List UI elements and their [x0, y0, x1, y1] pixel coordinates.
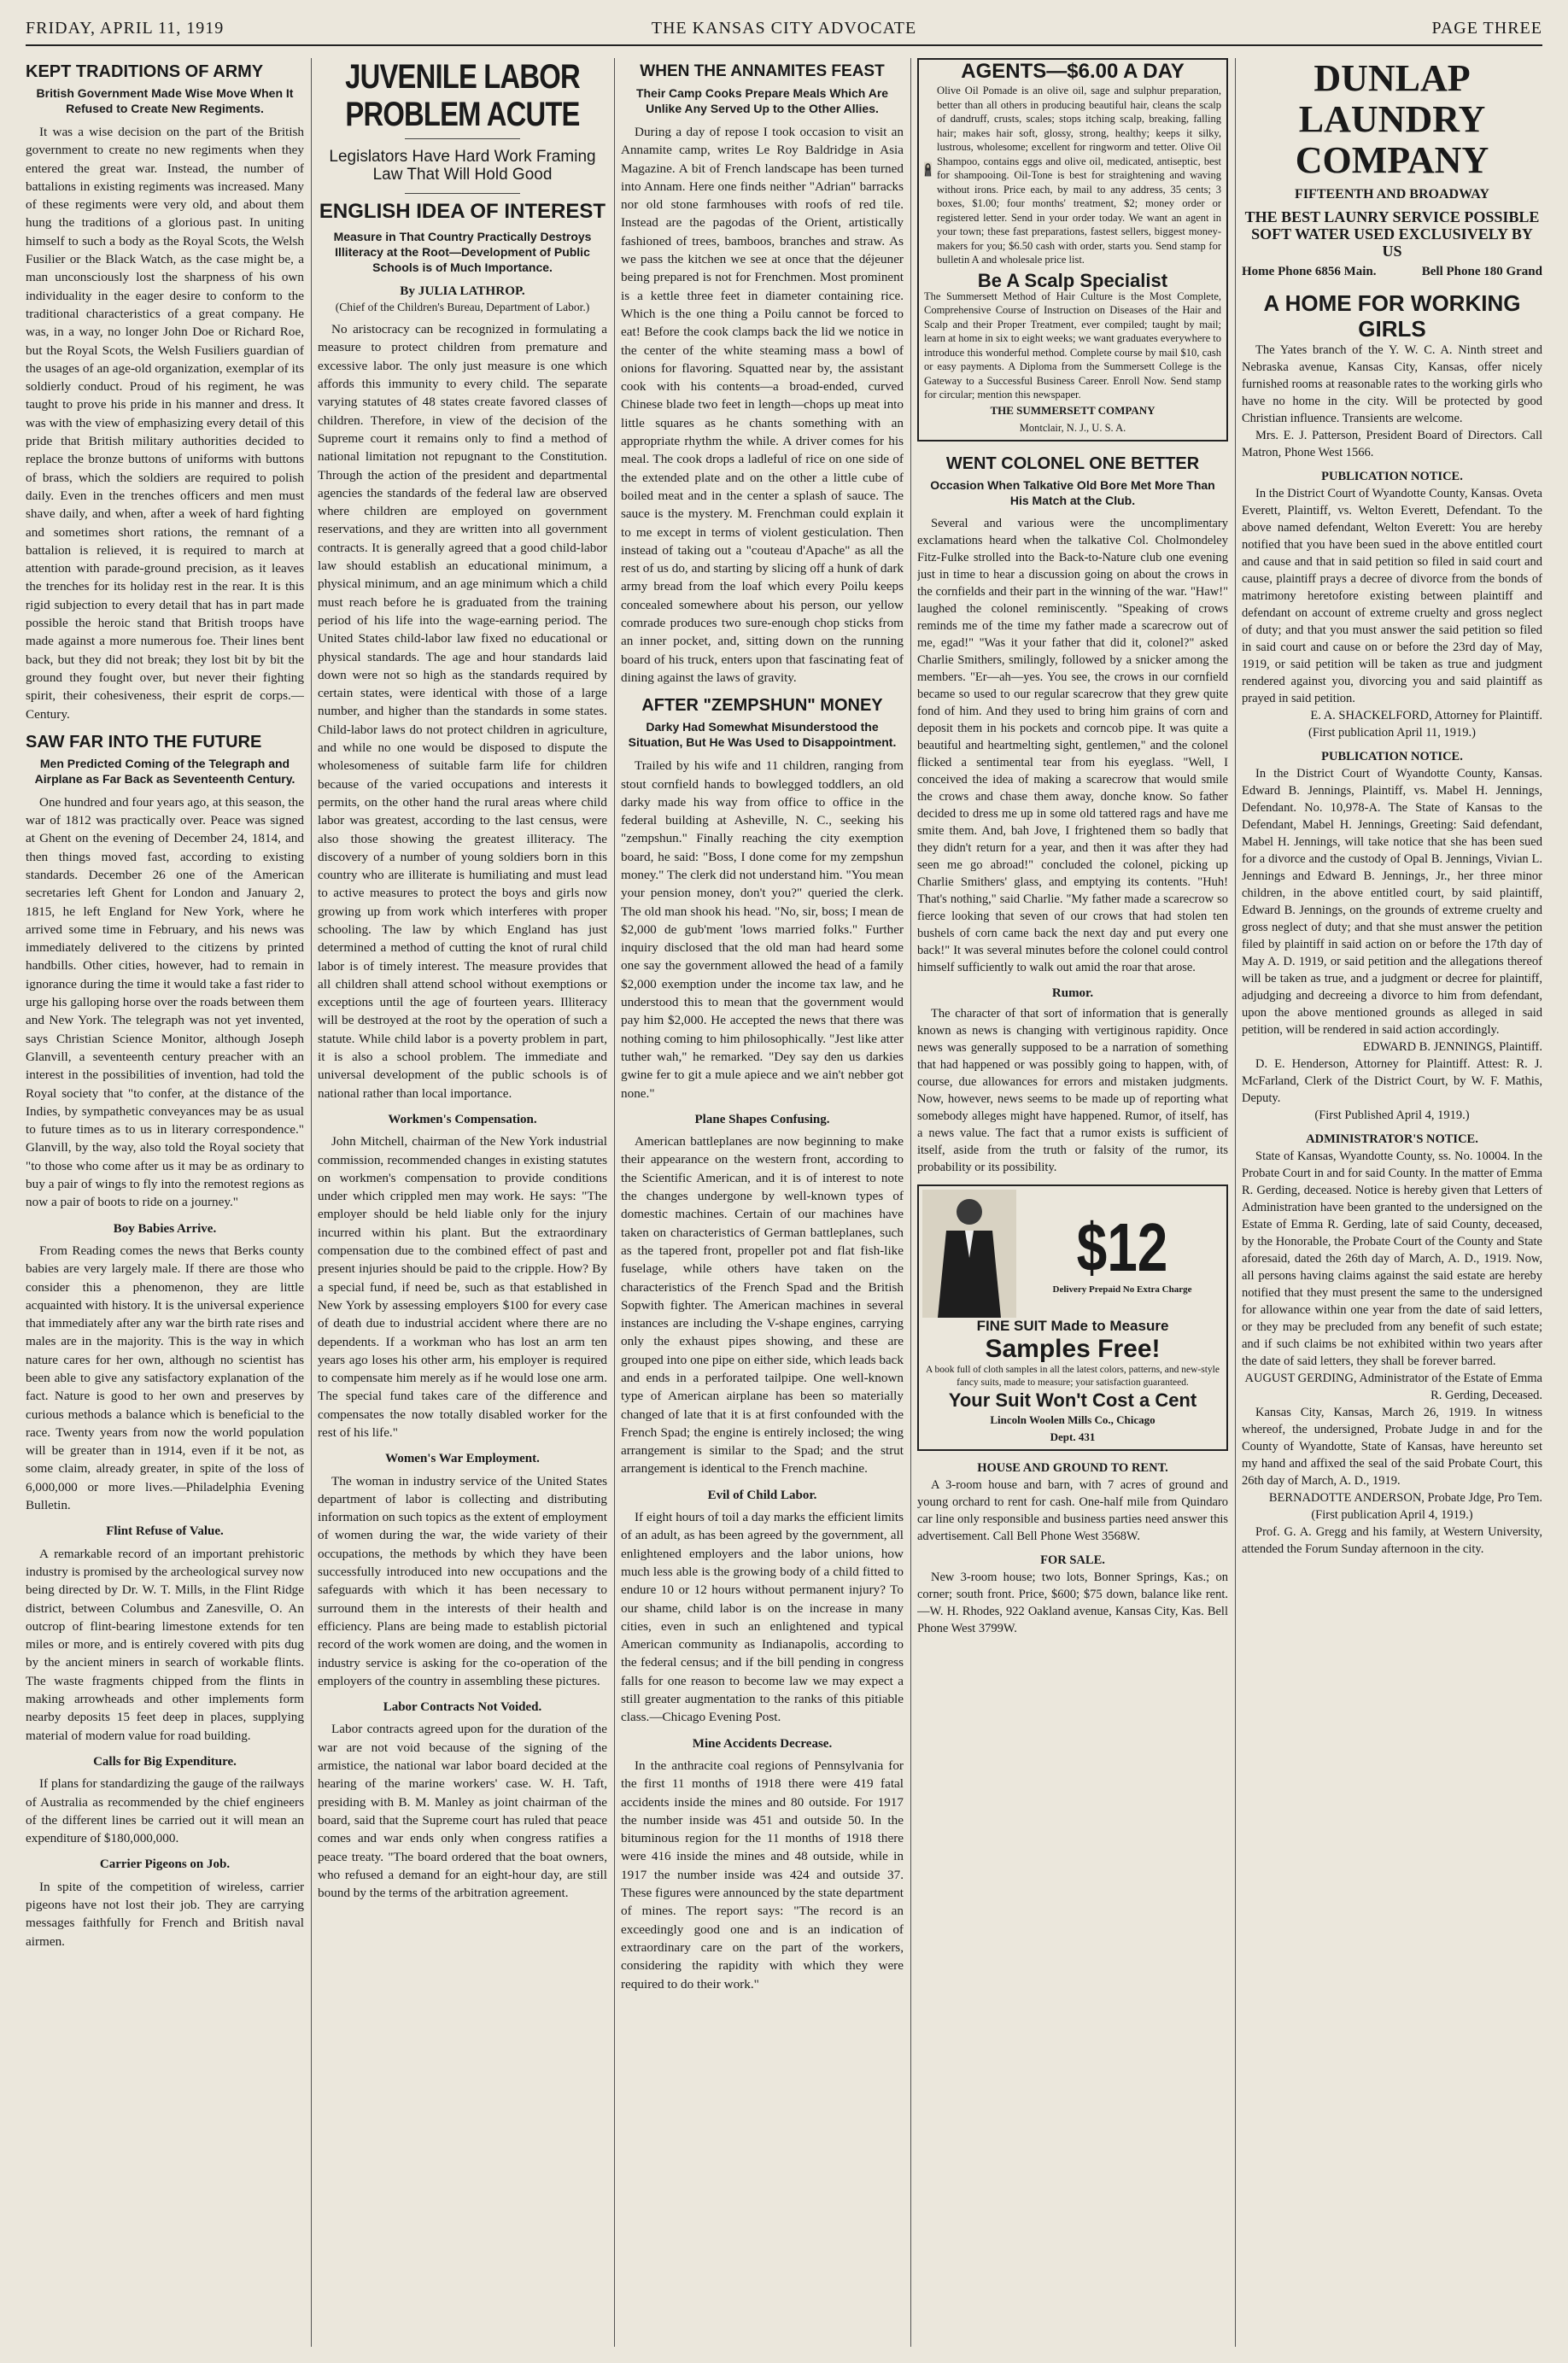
- headline-army: KEPT TRADITIONS OF ARMY: [26, 62, 264, 81]
- column-4: [917, 58, 1228, 2347]
- column-3: [621, 58, 904, 2347]
- headline-mine-accidents: Mine Accidents Decrease.: [692, 1736, 833, 1751]
- headline-future: SAW FAR INTO THE FUTURE: [26, 732, 262, 752]
- ad-scalp-address: Montclair, N. J., U. S. A.: [1019, 421, 1126, 434]
- headline-zempshun: AFTER "ZEMPSHUN" MONEY: [641, 696, 883, 716]
- article-plane-shapes: American battleplanes are now beginning to make their appearance on the western front, according to the Scientific American, and it is of interest to note the changes undergone by well-known types of domestic machines. Certain of our machines have taken on characteristics of German battleplanes, such as the tapered front, propeller pot and flat fish-like fuselage, while others have taken on the characteristics of the French Spad and the British Sopwith fighter. The American machines in several instances are including the V-shape engines, carrying only the exhaust pipes showing, and these are grouped into one pipe on either side, which leads back and ends in a perforated tailpipe. One well-known type of American airplane has been so materially changed of late that it is at first confounded with the French Spad; the engine is entirely inclosed; the wing arrangement is similar to the Spad; and the strut arrangement is identical to the French machine.: [621, 1134, 904, 1477]
- notice-publication-2-atty: D. E. Henderson, Attorney for Plaintiff. Attest: R. J. McFarland, Clerk of the District Court, by W. F. Mathis, Deputy.: [1242, 1057, 1542, 1105]
- notice-admin-3: State of Kansas, Wyandotte County, ss. No. 10004. In the Probate Court in and for said County. In the matter of Emma R. Gerding, deceased. Notice is hereby given that Letters of Administration have been granted to the undersigned on the Estate of Emma R. Gerding, late of said County, deceased, by the Honorable, the Probate Court of the County and State aforesaid, dated the 26th day of March, A. D., 1919. Now, all persons having claims against the said estate are hereby notified that they must present the same to the undersigned for allowance within one year from the date of said letters, or they may be precluded from any benefit of such estate; and if such claims be not exhibited within two years after the date of said letters, they shall be forever barred.: [1242, 1149, 1542, 1368]
- column-rule: [311, 58, 312, 2347]
- headline-house-rent: HOUSE AND GROUND TO RENT.: [977, 1460, 1168, 1475]
- divider: [405, 138, 521, 139]
- column-rule: [614, 58, 615, 2347]
- article-babies: From Reading comes the news that Berks county babies are very largely male. If there are those who consider this a phenomenon, they are little acquainted with history. It is the universal experience that immediately after any war the birth rate rises and males are in the majority. This is the way in which nature cares for her own, although no scientist has been able to give any satisfactory explanation of the fact. Nature is good to her own and preserves by curious methods a balance which is beneficial to the race. Twenty years from now the world population will be greater than in 1914, even if it be not, as some claim, already greater, in spite of the loss of 6,000,000 or more lives.—Philadelphia Evening Bulletin.: [26, 1243, 304, 1513]
- headline-calls: Calls for Big Expenditure.: [93, 1754, 237, 1769]
- article-workmens-comp: John Mitchell, chairman of the New York industrial commission, recommended changes in existing statutes on workmen's compensation to provide conditions under which crippled men may work. He says: "The employer should be held liable only for the injury incurred within his plant. But the extraordinary compensation due to the combined effect of past and present injuries should be paid to the cripple. How? By a special fund, if need be, such as that established in New York by assessing employers $100 for every case of death due to industrial accident where there are no dependents. If a workman who has lost an arm ten years ago loses his other arm, his employer is required to compensate him merely as if he would lose one arm. The special fund takes care of the difference and compensates the now totally disabled worker for the rest of his life.": [318, 1134, 607, 1440]
- headline-labor-contracts: Labor Contracts Not Voided.: [383, 1700, 542, 1715]
- ad-scalp-title: Be A Scalp Specialist: [977, 269, 1168, 291]
- notice-publication-1-first: (First publication April 11, 1919.): [1308, 726, 1476, 740]
- headline-pigeons: Carrier Pigeons on Job.: [99, 1857, 231, 1872]
- page-number: PAGE THREE: [1431, 19, 1542, 38]
- ad-suit-samples: Samples Free!: [985, 1334, 1161, 1363]
- headline-admin-3: ADMINISTRATOR'S NOTICE.: [1306, 1132, 1478, 1146]
- column-1: [26, 58, 304, 2347]
- man-in-suit-icon: [922, 1190, 1016, 1318]
- ad-laundry-home-phone: Home Phone 6856 Main.: [1242, 265, 1377, 278]
- article-for-sale: New 3-room house; two lots, Bonner Springs, Kas.; on corner; south front. Price, $600; $75 down, balance like rent.—W. H. Rhodes, 922 Oakland avenue, Kansas City, Kas. Bell Phone West 3799W.: [917, 1570, 1228, 1635]
- headline-workmens-comp: Workmen's Compensation.: [388, 1112, 537, 1126]
- subhead-future: Men Predicted Coming of the Telegraph and Airplane as Far Back as Seventeenth Century.: [34, 756, 295, 786]
- headline-english-interest: ENGLISH IDEA OF INTEREST: [319, 199, 606, 223]
- ad-laundry-bell-phone: Bell Phone 180 Grand: [1421, 265, 1542, 278]
- woman-portrait-icon: [924, 84, 932, 254]
- notice-publication-2: In the District Court of Wyandotte County, Kansas. Edward B. Jennings, Plaintiff, vs. Mabel H. Jennings, Defendant. No. 10,978-A. The State of Kansas to the Defendant, Mabel H. Jennings, Greeting: Said defendant, Mabel H. Jennings, will take notice that she has been sued for a divorce and the custody of Opal B. Jennings, Vivian L. Jennings and Edward B. Jennings, Jr., her three minor children, in the above entitled court, by said plaintiff, Edward B. Jennings, on the grounds of extreme cruelty and gross neglect of duty; and that she must answer the petition filed by plaintiff in said action on or before the 17th day of May A. D. 1919, or said petition and the allegations thereof will be taken as true, and a judgment or decree for plaintiff, adjudging and decreeing a divorce to him from defendant, upon the above mentioned grounds as alleged in said petition, will be rendered in said action accordingly.: [1242, 767, 1542, 1037]
- ad-ywca-sign: Mrs. E. J. Patterson, President Board of Directors. Call Matron, Phone West 1566.: [1242, 429, 1542, 459]
- notice-publication-2-sign: EDWARD B. JENNINGS, Plaintiff.: [1363, 1040, 1542, 1054]
- article-annamites: During a day of repose I took occasion to visit an Annamite camp, writes Le Roy Baldridge in Asia Magazine. A bit of French landscape has been turned into Annam. Here one finds neither "Adrian" barracks nor old stone farmhouses with roofs of red tile. Instead are the pagodas of the Orient, artistically fashioned of trees, bamboos, branches and straw. As we pass the kitchen we see at once that the déjeuner being prepared is not for Frenchmen. Most prominent is a kettle three feet in diameter containing rice. Which is the one thing a Poilu cannot be forced to eat! Before the cook clamps back the lid we notice in the center of the white steaming mass a bowl of onions for flavoring. Squatted near by, the assistant cook with his contents—a broad-ended, curved Chinese blade two feet in length—chops up meat into little squares as he chants something with an appropriate rhythm the while. A driver comes for his meal. The cook drops a ladleful of rice on one side of the extended plate and on the other a little cube of boiled meat and in the center a splash of sauce. The sauce is the mystery. M. Frenchman could explain it to me except in terms of violent gesticulation. Then instead of taking out a "couteau d'Apache" as all the rest of us do, and starting by slicing off a hunk of dark army bread from the loaf which every Poilu keeps concealed somewhere about his person, our yellow comrade produces two sure-enough chop sticks from an inner pocket, and, sitting down on the running board of his truck, enters upon that fascinating feat of dining against the laws of gravity.: [621, 125, 904, 685]
- ad-laundry-water: SOFT WATER USED EXCLUSIVELY BY US: [1251, 225, 1533, 260]
- ad-dunlap-laundry: [1242, 58, 1542, 280]
- ad-laundry-address: FIFTEENTH AND BROADWAY: [1295, 187, 1489, 202]
- notice-admin-3-witness: Kansas City, Kansas, March 26, 1919. In witness whereof, the undersigned, Probate Judge in and for the County of Wyandotte, State of Kansas, have hereunto set my hand and affixed the seal of the said Probate Court, this 26th day of March, A. D., 1919.: [1242, 1406, 1542, 1488]
- article-child-labor: If eight hours of toil a day marks the efficient limits of an adult, as has been agreed by the government, all enlightened employers and the labor unions, how much less able is the growing body of a child fitted to endure 10 or 12 hours without permanent injury? To our shame, child labor is on the increase in many cities, even in such an enlightened and typical American community as Indianapolis, according to the federal census; and if the bill pending in congress falls for one reason to become law we may expect a still greater augmentation to the ranks of this pitiable class.—Chicago Evening Post.: [621, 1510, 904, 1725]
- masthead: [26, 12, 1542, 46]
- article-rumor: The character of that sort of information that is generally known as news is changing with vertiginous rapidity. Once news was generally supposed to be a narration of something that had happened or was possibly going to happen, with, of course, due allowances for errors and mistaken judgments. Now, however, news seems to be made up of reporting what somebody alleges might have happened. Rumor, of itself, has a news value. The fact that a rumor exists is sufficient of itself, aside from the truth or falsity of the rumor, its probability or its possibility.: [917, 1006, 1228, 1174]
- article-mine-accidents: In the anthracite coal regions of Pennsylvania for the first 11 months of 1918 there were 419 fatal accidents inside the mines and 80 outside. For 1917 the number inside was 451 and outside 50. In the bituminous region for the 11 months of 1918 there were 416 inside the mines and 48 outside, while in 1917 the number inside was 424 and outside 37. These figures were announced by the state department of mines. The report says: "The record is an exceedingly good one and is an indication of extraordinary care on the part of the workers, considering the rapidity with which they were required to do their work.": [621, 1758, 904, 1992]
- ad-ywca-title: A HOME FOR WORKING GIRLS: [1263, 290, 1521, 342]
- ad-agents-title: AGENTS—$6.00 A DAY: [961, 60, 1185, 83]
- headline-for-sale: FOR SALE.: [1040, 1553, 1105, 1567]
- article-future: One hundred and four years ago, at this season, the war of 1812 was practically over. Peace was signed at Ghent on the evening of December 24, 1814, and then things moved fast, according to existing standards. December 26 one of the American secretaries left Ghent for London and January 2, 1815, he left England for New York, where he arrived some time in February, and his news was immediately delivered to the citizens by printed handbills. Other cities, however, had to remain in ignorance during the time it would take a fast rider to urge his galloping horse over the roads between them and New York. The telegraph was not yet invented, says Christian Science Monitor, although Joseph Glanvill, a seventeenth century preacher with an interest in the possibilities of invention, had told the Royal society that "to confer, at the distance of the Indies, by sympathetic conveyances may be as usual to future times as to us in literary correspondence." Glanvill, by the way, also told the Royal society that "to those who come after us it may be as ordinary to buy a pair of wings to fly into the remotest regions as now a pair of boots to ride on a journey.": [26, 794, 304, 1210]
- headline-flint: Flint Refuse of Value.: [106, 1524, 224, 1539]
- headline-plane-shapes: Plane Shapes Confusing.: [694, 1112, 830, 1126]
- ad-suit-price: $12: [1076, 1208, 1168, 1285]
- ad-laundry-name: DUNLAP LAUNDRY COMPANY: [1295, 58, 1489, 181]
- ad-suit-cost: Your Suit Won't Cost a Cent: [948, 1389, 1197, 1411]
- notice-admin-3-sign: AUGUST GERDING, Administrator of the Estate of Emma R. Gerding, Deceased.: [1244, 1372, 1542, 1402]
- ad-suit-firm: Lincoln Woolen Mills Co., Chicago: [990, 1413, 1156, 1426]
- headline-publication-2: PUBLICATION NOTICE.: [1321, 750, 1463, 763]
- column-rule: [1235, 58, 1236, 2347]
- headline-babies: Boy Babies Arrive.: [113, 1221, 217, 1236]
- notice-publication-1-sign: E. A. SHACKELFORD, Attorney for Plaintiff.: [1310, 709, 1542, 722]
- headline-colonel: WENT COLONEL ONE BETTER: [945, 453, 1200, 473]
- headline-womens-war: Women's War Employment.: [385, 1452, 540, 1466]
- ad-agents-body: Olive Oil Pomade is an olive oil, sage and sulphur preparation, better than all others in producing beautiful hair, cleans the scalp of dandruff, crusts, scales; stops itching scalp, breaking, falling hair; makes hair soft, glossy, strong, healthy; keeps it silky, lustrous, wholesome; excellent for ringworm and tetter. Olive Oil Shampoo, contains eggs and olive oil, medicated, antiseptic, best for shampooing. Oil-Tone is best for straightening and waving without irons. Price each, by mail to any address, 35 cents; 3 boxes, $1.00; four months' treatment, $2; money order or registered letter. Send in your order today. We want an agent in your town; these fast preparations, fastest sellers, biggest money-makers for you; $6.50 cash with order, starts you. Send stamp for bulletin A and wholesale price list.: [937, 85, 1221, 266]
- subhead-zempshun: Darky Had Somewhat Misunderstood the Situation, But He Was Used to Disappointment.: [628, 720, 897, 750]
- ad-suit-delivery: Delivery Prepaid No Extra Charge: [1052, 1284, 1192, 1295]
- ad-suit-heading: FINE SUIT Made to Measure: [976, 1317, 1169, 1334]
- notice-admin-3-first: (First publication April 4, 1919.): [1311, 1508, 1473, 1522]
- subhead-legislators: Legislators Have Hard Work Framing Law That Will Hold Good: [329, 148, 596, 184]
- ad-fine-suit: [917, 1184, 1228, 1451]
- notice-publication-1: In the District Court of Wyandotte County, Kansas. Oveta Everett, Plaintiff, vs. Welton Everett, Defendant. To the above named defendant, Welton Everett: You are hereby notified that you have been sued in the above entitled court and cause and that in said petition so filed in said court and cause, plaintiff prays a decree of divorce from the bonds of matrimony heretofore existing between plaintiff and defendant on account of extreme cruelty and gross neglect of duty; and that you must answer the said petition so filed in said court and cause on or before the 23rd day of May, 1919, or said petition will be taken as true and judgment rendered against you, divorcing you and said plaintiff as prayed in said petition.: [1242, 487, 1542, 705]
- ad-suit-dept: Dept. 431: [1050, 1430, 1096, 1443]
- headline-child-labor: Evil of Child Labor.: [707, 1488, 817, 1502]
- article-pigeons: In spite of the competition of wireless, carrier pigeons have not lost their job. They are carrying messages faithfully for French and British naval airmen.: [26, 1879, 304, 1949]
- headline-juvenile-labor: JUVENILE LABOR PROBLEM ACUTE: [345, 58, 580, 133]
- ad-suit-small: A book full of cloth samples in all the latest colors, patterns, and new-style fancy suits, made to measure; your satisfaction guaranteed.: [926, 1364, 1220, 1388]
- headline-rumor: Rumor.: [1051, 986, 1094, 1000]
- ad-ywca: [1242, 290, 1542, 342]
- headline-annamites: WHEN THE ANNAMITES FEAST: [640, 62, 885, 80]
- column-rule: [910, 58, 911, 2347]
- subhead-colonel: Occasion When Talkative Old Bore Met More Than His Match at the Club.: [930, 477, 1215, 507]
- headline-publication-1: PUBLICATION NOTICE.: [1321, 470, 1463, 483]
- subhead-annamites: Their Camp Cooks Prepare Meals Which Are Unlike Any Served Up to the Other Allies.: [635, 86, 889, 115]
- ad-ywca-body: The Yates branch of the Y. W. C. A. Ninth street and Nebraska avenue, Kansas City, Kansas, offer nicely furnished rooms at reasonable rates to the working girls who have no home in the city. Will be protected by good Christian influence. Transients are welcome.: [1242, 343, 1542, 425]
- column-2: [318, 58, 607, 2347]
- article-house-rent: A 3-room house and barn, with 7 acres of ground and young orchard to rent for cash. One-half mile from Quindaro car line only responsible and business parties need answer this advertisement. Call Bell Phone West 3568W.: [917, 1477, 1228, 1543]
- notice-publication-2-first: (First Published April 4, 1919.): [1314, 1108, 1470, 1122]
- ad-scalp-firm: THE SUMMERSETT COMPANY: [990, 403, 1156, 417]
- byline: By JULIA LATHROP.: [400, 283, 525, 298]
- column-5: [1242, 58, 1542, 2347]
- byline-credit: (Chief of the Children's Bureau, Department of Labor.): [335, 301, 590, 314]
- divider: [405, 193, 521, 194]
- ad-agents: [917, 58, 1228, 442]
- subhead-army: British Government Made Wise Move When It Refused to Create New Regiments.: [36, 86, 294, 115]
- footer-note: Prof. G. A. Gregg and his family, at Western University, attended the Forum Sunday afternoon in the city.: [1242, 1525, 1542, 1556]
- ad-scalp-body: The Summersett Method of Hair Culture is the Most Complete, Comprehensive Course of Instruction on Diseases of the Hair and Scalp and their Proper Treatment, ever compiled; taught by mail; learn at home in six to eight weeks; we want graduates everywhere to introduce this wonderful method. Complete course by mail $10, cash or easy payments. A Diploma from the Summersett College is the Gateway to a Successful Business Career. Enroll Now. Send stamp for circular; mention this newspaper.: [924, 290, 1221, 401]
- article-zempshun: Trailed by his wife and 11 children, ranging from stout cornfield hands to bowlegged toddlers, an old darky made his way from office to office in the federal building at Asheville, N. C., seeking his "zempshun." Finally reaching the city exemption board, he said: "Boss, I done come for my zempshun money." The clerk did not understand him. "You mean your pension money, don't you?" queried the clerk. The old man shook his head. "No, sir, boss; I mean de $2,000 de gub'ment 'lows married folks." Further inquiry disclosed that the old man had heard some one say the government allowed the head of a family $2,000 exemption under the income tax law, and he understood this to mean that the government would pay him $2,000. He accepted the news that there was nothing coming to him philosophically. "Jest like atter tuther wah," he remarked. "Dey say den us darkies gwine fer to git a mule apiece and we ain't nebber got none.": [621, 758, 904, 1101]
- article-labor-contracts: Labor contracts agreed upon for the duration of the war are not void because of the signing of the armistice, the national war labor board decided at the hearing of the marine workers' case. W. H. Taft, presiding with B. M. Manley as joint chairman of the board, said that the Supreme court has ruled that peace comes and war ends only when congress ratifies a peace treaty. "The board ordered that the boat owners, who refused a demand for an eight-hour day, are still bound by the terms of the arbitration agreement.: [318, 1722, 607, 1901]
- article-colonel: Several and various were the uncomplimentary exclamations heard when the talkative Col. Cholmondeley Fitz-Fulke strolled into the Back-to-Nature club one evening just in time to hear a discussion going on about the crows in the cornfields and their part in the winning of the war. "Haw!" laughed the colonel reminiscently. "Speaking of crows reminds me of the time my father made a scarecrow out of me, egad!" "Was it your father that did it, colonel?" asked Charlie Smithers, smilingly, followed by a snicker among the members. "Er—ah—yes. You see, the crows in our cornfield became so used to our regular scarecrow that they grew quite fond of him. And they used to bring him grains of corn and deposit them in his pockets and corncob pipe. It was quite a beautiful and heartmelting sight, gentlemen," and the colonel flicked a sentimental tear from his eyeglass. "Well, I conceived the idea of making a scarecrow that would smile the crows and chase them away, donche know. So father decided to dress me up in some old tattered rags and have me smite them. And, bah Jove, I frightened them so badly that they didn't return for a year, and then it was after they had seen me go abroad!" concluded the colonel, picking up Charlie Smithers' glass, and emptying its contents. "Huh! That's nothing," said Charlie. "My father made a scarecrow so fierce looking that seven of our crows that had stolen ten bushels of corn came back the next day and put every one back!" It was several minutes before the colonel could control himself sufficiently to walk out amid the roar that arose.: [917, 516, 1228, 974]
- ad-laundry-service: THE BEST LAUNRY SERVICE POSSIBLE: [1244, 208, 1540, 225]
- issue-date: FRIDAY, APRIL 11, 1919: [26, 19, 225, 38]
- article-flint: A remarkable record of an important prehistoric industry is promised by the archeological survey now being directed by Dr. W. T. Mills, in the Flint Ridge district, between Columbus and Zanesville, O. An outcrop of flint-bearing limestone extends for ten miles or more, and is entirely covered with pits dug by the ancient miners in search of workable flints. The waste fragments chipped from the flints in making arrowheads and other implements form nearby deposits 15 feet deep in places, supplying material of modern value for road building.: [26, 1546, 304, 1743]
- article-juvenile-labor: No aristocracy can be recognized in formulating a measure to protect children from premature and excessive labor. The only just measure is one which affords this immunity to every child. The separate varying statutes of 48 states create favored classes of children. Therefore, in view of the decision of the Supreme court it remains only to find a method of national limitation not repugnant to the Constitution. Through the action of the president and departmental agencies the standards of the federal law are observed where children are employed on government reservations, and they are written into all government contracts. It is generally agreed that a good child-labor law should establish an educational minimum, a physical minimum, and an age minimum which a child must reach before he is graduated from the training period of his life into the wage-earning period. The United States child-labor law fixed no educational or physical standards. The age and hour standards laid down were not so high as the standards required by certain states, were identical with those of a large number, and higher than the standards in some states. Child-labor laws do not protect children in agriculture, and while no one would be disposed to dispute the wholesomeness of suitable farm life for children because of the varied occupations and interests it permits, on the other hand the rural areas where child labor was greatest, according to the last census, were also those showing the greatest illiteracy. The discovery of a number of young soldiers born in this country who are illiterate is humiliating and must lead to active measures to protect the boys and girls now growing up from work which interferes with proper schooling. The law by which England has just determined a method of cutting the knot of rural child labor is of timely interest. The measure provides that all children shall attend school without exemptions or exceptions until the age of fourteen years. Illiteracy will be destroyed at the root by the operation of such a statute. While child labor is a poverty problem in part, it is also a school problem. The immediate and universal development of the public schools is of national rather than local importance.: [318, 322, 607, 1101]
- notice-admin-3-judge: BERNADOTTE ANDERSON, Probate Jdge, Pro Tem.: [1268, 1491, 1542, 1505]
- paper-title: THE KANSAS CITY ADVOCATE: [651, 19, 917, 38]
- subhead-measure: Measure in That Country Practically Destroys Illiteracy at the Root—Development of Public Schools is of Much Importance.: [333, 229, 592, 274]
- article-calls: If plans for standardizing the gauge of the railways of Australia as recommended by the chief engineers of the different lines be carried out it will mean an expenditure of $180,000,000.: [26, 1776, 304, 1846]
- article-army: It was a wise decision on the part of the British government to create no new regiments when they entered the great war. Instead, the number of battalions in existing regiments was increased. Many of these regiments were very old, and about them hung the traditions of a glorious past. In uniting himself to such a body as the Royal Scots, the Welsh Fusilier or the Black Watch, as the case might be, a man unconsciously lost the sharpness of his own individuality in the eager desire to conform to the traditional characteristics of a great company. He was, in a way, no longer John Doe or Richard Roe, but the Royal Scots, the Welsh Fusiliers guardian of the usages of an age-old organization, exemplar of its soldierly conduct. Proud of his regiment, he was taught to prove his pride in his manner and dress. It was with the view of emphasizing every detail of this pride that British military authorities decided to replace the bronze buttons of uniforms with buttons of brass, which the soldiers are required to polish daily. Even in the trenches officers and men must shave daily, and when, after a week of hard fighting and sometimes short rations, the remnant of a battalion is relieved, it is required to march at attention with parade-ground precision, as it leaves the trenches for its holiday rest in the rear. It is this rigid subjection to every detail that has in part made possible the heroic stand that British troops have made against a more numerous foe. Their lines bent back, but they did not break; they lost bit by bit the ground they fought over, but never their fighting spirit, their cohesiveness, their esprit de corps.—Century.: [26, 125, 304, 722]
- article-womens-war: The woman in industry service of the United States department of labor is collecting and distributing information on such topics as the extent of employment of women during the war, the wide variety of their occupations, the methods by which they have been successfully introduced into new occupations and the safeguards with which it has been necessary to surround them in the interests of their health and efficiency. Plans are being made to establish pictorial record of the work women are doing, and the women in industry service is asking for the co-operation of the employers of the country in assembling these pictures.: [318, 1473, 607, 1688]
